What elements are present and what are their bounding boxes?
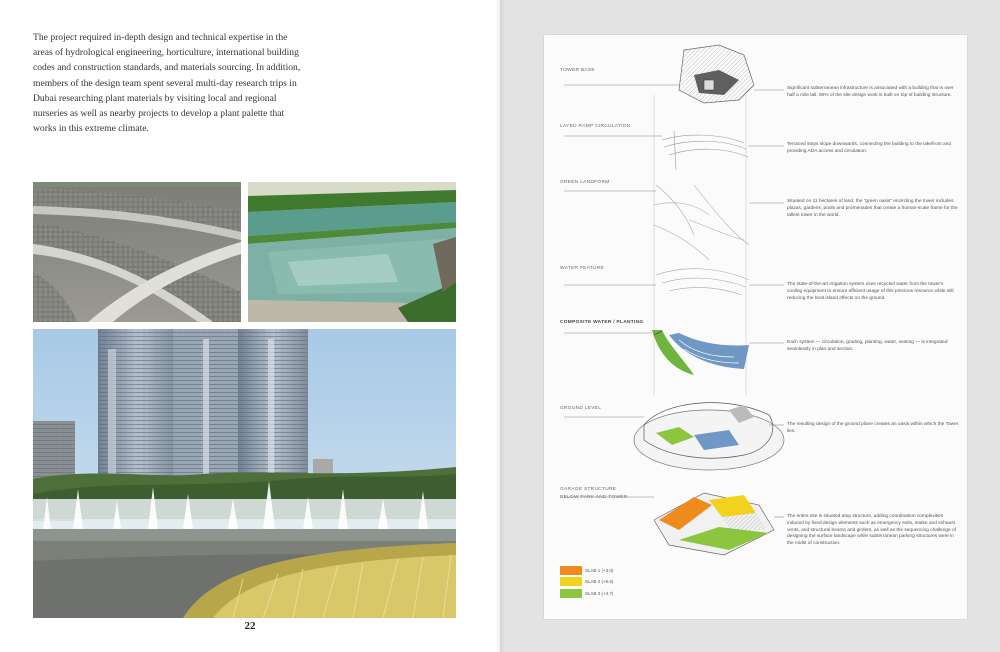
reflecting-pool-photo [248,182,456,322]
tower-fountain-photo [33,329,456,618]
layer-sublabel-garage-structure: BELOW PARK AND TOWER [560,495,628,500]
composite-layer [652,330,749,375]
paving-photo [33,182,241,322]
layer-desc-composite: Each system — circulation, grading, planting, water, seating — is integrated seamlessly in plan and section. [787,340,948,352]
water-feature-layer [656,269,749,295]
layer-desc-green-landform: Situated on 11 hectares of land, the "green oasis" encircling the tower includes plazas, gardens, pools and promenades that create a human-scale frame for the tallest tower in the world. [787,199,958,218]
legend-swatch-orange [560,566,582,575]
layer-label-water-feature: WATER FEATURE [560,266,605,271]
landform-layer [654,185,749,260]
garage-structure-layer [654,493,774,555]
layer-desc-ramp-circulation: Terraced steps slope downwards, connecting the building to the lakefront and providing ADA access and circulation. [787,142,951,154]
legend-item [560,589,620,599]
legend-swatch-green [560,589,582,598]
layer-label-garage-structure: GARAGE STRUCTURE [560,487,617,492]
layer-desc-tower-base: Significant subterranean infrastructure is associated with a building that is over half a mile tall. 80% of the site design work is built on top of building structure. [787,86,954,98]
layer-desc-ground-level: The resulting design of the ground plane creates an oasis within which the Tower lies. [787,422,959,434]
page-gutter [495,0,505,652]
layer-label-tower-base: TOWER BASE [560,68,595,73]
layer-label-green-landform: GREEN LANDFORM [560,180,610,185]
legend-item [560,566,620,576]
body-text: The project required in-depth design and technical expertise in the areas of hydrological engineering, horticulture, international building codes and construction standards, and materials sourcing. In addition, members of the design team spent several multi-day research trips in Dubai researching plant materials by visiting local and regional nurseries as well as nearby projects to develop a plant palette that works in this extreme climate. [33,32,301,135]
layer-label-ramp-circulation: LAYED RAMP CIRCULATION [560,124,631,129]
legend-label: SLAB 3 (+4.7) [585,591,614,596]
layer-desc-garage-structure: The entire site is situated atop structure, adding coordination complexities induced by fixed design elements such as emergency exits, intake and exhaust vents, and structural beams and girders, as well as the sequencing challenge of designing the surface landscape while subterranean parking structures were in the midst of construction. [787,514,957,547]
legend-item [560,577,620,587]
ramp-layer [662,131,748,170]
ground-level-layer [634,403,784,470]
tower-base-layer [679,45,754,103]
page-number: 22 [244,620,256,632]
legend-swatch-yellow [560,577,582,586]
legend-label: SLAB 2 (+6.5) [585,579,614,584]
layer-label-composite: COMPOSITE WATER / PLANTING [560,320,644,325]
layer-label-ground-level: GROUND LEVEL [560,406,602,411]
legend-label: SLAB 1 (+3.0) [585,568,614,573]
layer-desc-water-feature: The state-of-the-art irrigation system uses recycled water from the tower's cooling equipment to ensure efficient usage of this precious resource while still reducing the heat island effects on the ground. [787,282,954,301]
